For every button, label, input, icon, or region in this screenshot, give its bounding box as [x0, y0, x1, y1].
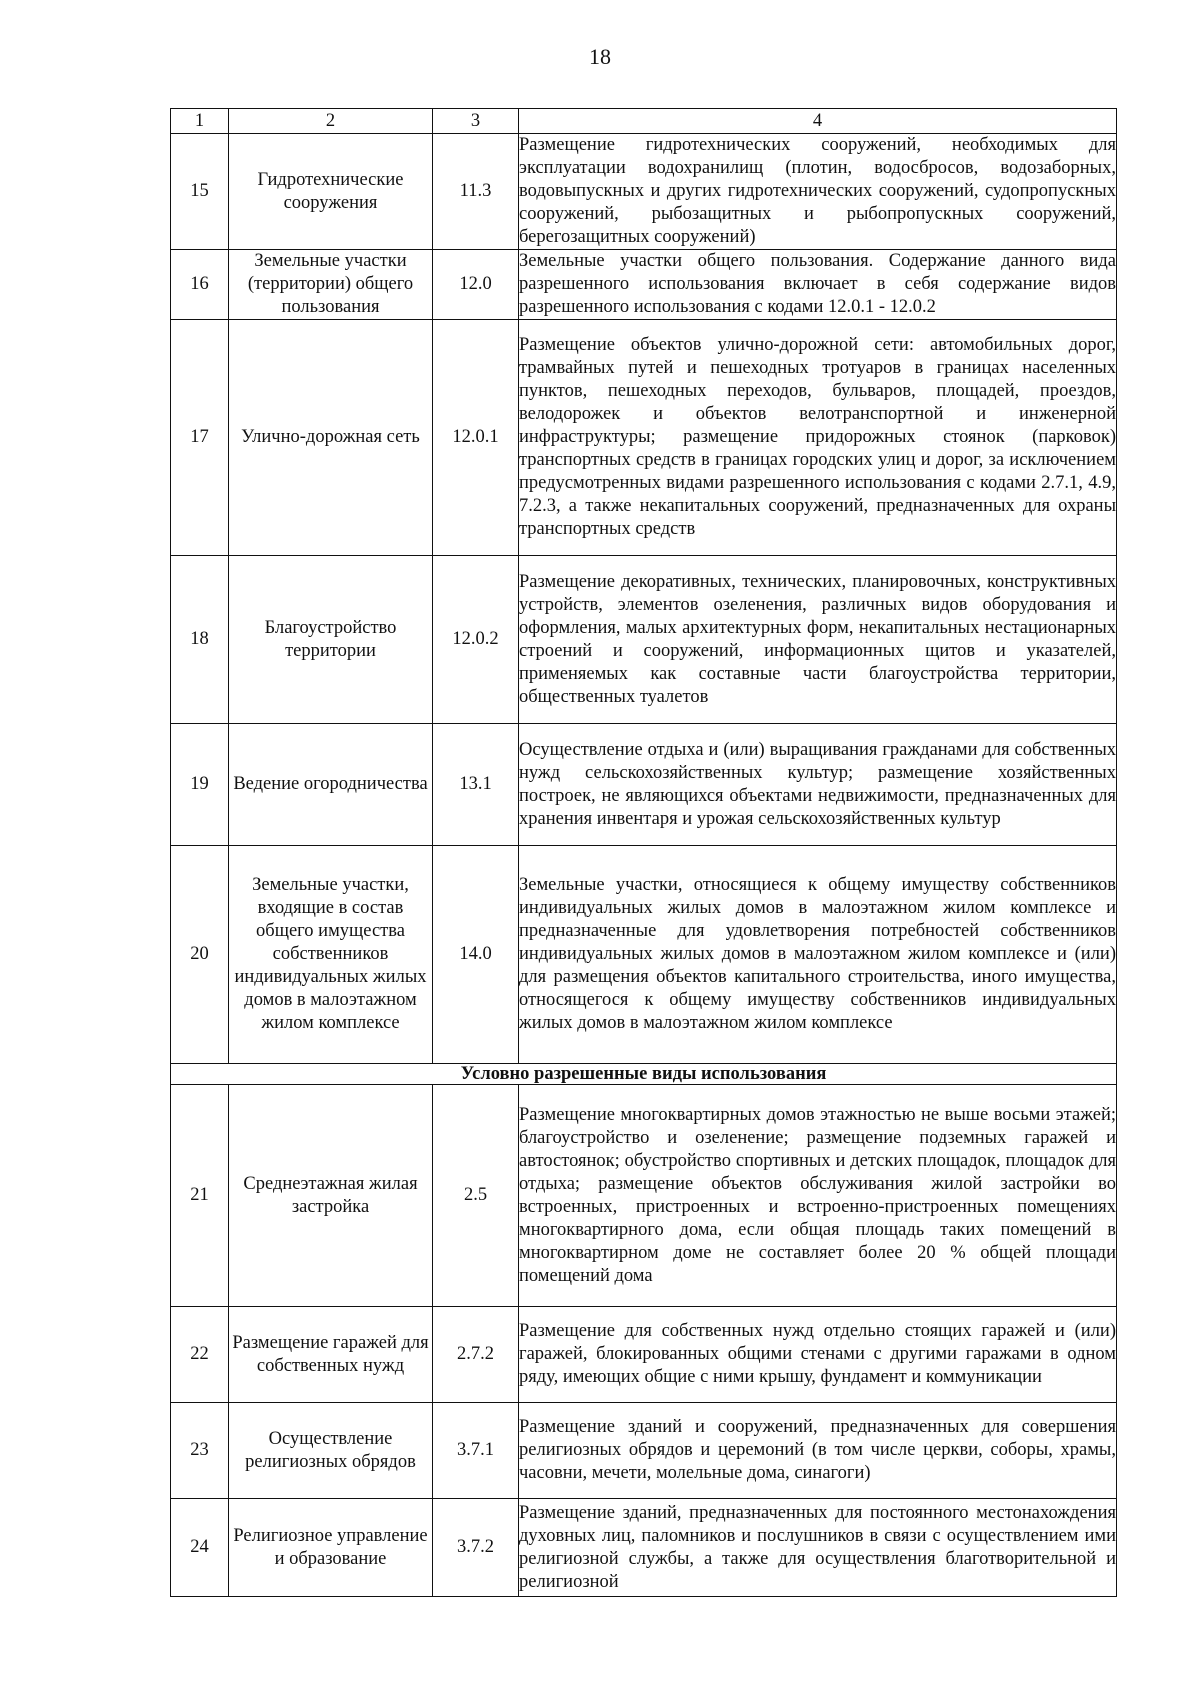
column-header: 1 [171, 109, 229, 134]
table-row [171, 134, 1117, 250]
table-row [171, 1403, 1117, 1499]
table-row [171, 724, 1117, 846]
table-row [171, 1085, 1117, 1307]
row-number: 21 [171, 1085, 229, 1307]
use-type-name: Земельные участки (территории) общего пользования [229, 250, 433, 320]
use-type-code: 2.5 [433, 1085, 519, 1307]
table-row [171, 556, 1117, 724]
column-header: 4 [519, 109, 1117, 134]
use-type-name: Религиозное управление и образование [229, 1499, 433, 1597]
use-type-description: Размещение гидротехнических сооружений, необходимых для эксплуатации водохранилищ (плотин, водосбросов, водозаборных, водовыпускных и других гидротехнических сооружений, судопропускных сооружений, рыбозащитных и рыбопропускных сооружений, берегозащитных сооружений) [519, 134, 1117, 250]
row-number: 20 [171, 846, 229, 1064]
use-type-name: Среднеэтажная жилая застройка [229, 1085, 433, 1307]
use-type-description: Осуществление отдыха и (или) выращивания гражданами для собственных нужд сельскохозяйственных культур; размещение хозяйственных построек, не являющихся объектами недвижимости, предназначенных для хранения инвентаря и урожая сельскохозяйственных культур [519, 724, 1117, 846]
page-number: 18 [589, 44, 611, 69]
header-row [171, 109, 1117, 134]
use-type-name: Размещение гаражей для собственных нужд [229, 1307, 433, 1403]
table-row [171, 320, 1117, 556]
use-type-code: 12.0 [433, 250, 519, 320]
use-type-code: 14.0 [433, 846, 519, 1064]
use-type-code: 12.0.2 [433, 556, 519, 724]
section-row [171, 1064, 1117, 1085]
use-type-name: Осуществление религиозных обрядов [229, 1403, 433, 1499]
table-row [171, 1307, 1117, 1403]
row-number: 19 [171, 724, 229, 846]
use-type-name: Земельные участки, входящие в состав общего имущества собственников индивидуальных жилых домов в малоэтажном жилом комплексе [229, 846, 433, 1064]
use-type-name: Ведение огородничества [229, 724, 433, 846]
land-use-table [170, 108, 1117, 1597]
use-type-code: 11.3 [433, 134, 519, 250]
use-type-description: Размещение для собственных нужд отдельно стоящих гаражей и (или) гаражей, блокированных общими стенами с другими гаражами в одном ряду, имеющих общие с ними крышу, фундамент и коммуникации [519, 1307, 1117, 1403]
row-number: 16 [171, 250, 229, 320]
section-title: Условно разрешенные виды использования [171, 1064, 1117, 1085]
use-type-description: Земельные участки общего пользования. Содержание данного вида разрешенного использования включает в себя содержание видов разрешенного использования с кодами 12.0.1 - 12.0.2 [519, 250, 1117, 320]
use-type-code: 2.7.2 [433, 1307, 519, 1403]
row-number: 17 [171, 320, 229, 556]
use-type-code: 13.1 [433, 724, 519, 846]
table-row [171, 846, 1117, 1064]
table-row [171, 1499, 1117, 1597]
column-header: 3 [433, 109, 519, 134]
use-type-description: Размещение многоквартирных домов этажностью не выше восьми этажей; благоустройство и озеленение; размещение подземных гаражей и автостоянок; обустройство спортивных и детских площадок, площадок для отдыха; размещение объектов обслуживания жилой застройки во встроенных, пристроенных и встроенно-пристроенных помещениях многоквартирного дома, если общая площадь таких помещений в многоквартирном доме не составляет более 20 % общей площади помещений дома [519, 1085, 1117, 1307]
use-type-code: 3.7.2 [433, 1499, 519, 1597]
row-number: 18 [171, 556, 229, 724]
use-type-description: Размещение зданий и сооружений, предназначенных для совершения религиозных обрядов и церемоний (в том числе церкви, соборы, храмы, часовни, мечети, молельные дома, синагоги) [519, 1403, 1117, 1499]
use-type-name: Гидротехнические сооружения [229, 134, 433, 250]
use-type-name: Улично-дорожная сеть [229, 320, 433, 556]
use-type-description: Размещение декоративных, технических, планировочных, конструктивных устройств, элементов озеленения, различных видов оборудования и оформления, малых архитектурных форм, некапитальных нестационарных строений и сооружений, информационных щитов и указателей, применяемых как составные части благоустройства территории, общественных туалетов [519, 556, 1117, 724]
use-type-code: 12.0.1 [433, 320, 519, 556]
use-type-description: Размещение зданий, предназначенных для постоянного местонахождения духовных лиц, паломников и послушников в связи с осуществлением ими религиозной службы, а также для осуществления благотворительной и религиозной [519, 1499, 1117, 1597]
column-header: 2 [229, 109, 433, 134]
row-number: 22 [171, 1307, 229, 1403]
use-type-code: 3.7.1 [433, 1403, 519, 1499]
row-number: 15 [171, 134, 229, 250]
row-number: 24 [171, 1499, 229, 1597]
use-type-description: Земельные участки, относящиеся к общему имуществу собственников индивидуальных жилых домов в малоэтажном жилом комплексе и предназначенные для удовлетворения потребностей собственников индивидуальных жилых домов в малоэтажном жилом комплексе и (или) для размещения объектов капитального строительства, иного имущества, относящегося к общему имуществу собственников индивидуальных жилых домов в малоэтажном жилом комплексе [519, 846, 1117, 1064]
table-row [171, 250, 1117, 320]
use-type-description: Размещение объектов улично-дорожной сети: автомобильных дорог, трамвайных путей и пешеходных тротуаров в границах населенных пунктов, пешеходных переходов, бульваров, площадей, проездов, велодорожек и объектов велотранспортной и инженерной инфраструктуры; размещение придорожных стоянок (парковок) транспортных средств в границах городских улиц и дорог, за исключением предусмотренных видами разрешенного использования с кодами 2.7.1, 4.9, 7.2.3, а также некапитальных сооружений, предназначенных для охраны транспортных средств [519, 320, 1117, 556]
use-type-name: Благоустройство территории [229, 556, 433, 724]
row-number: 23 [171, 1403, 229, 1499]
